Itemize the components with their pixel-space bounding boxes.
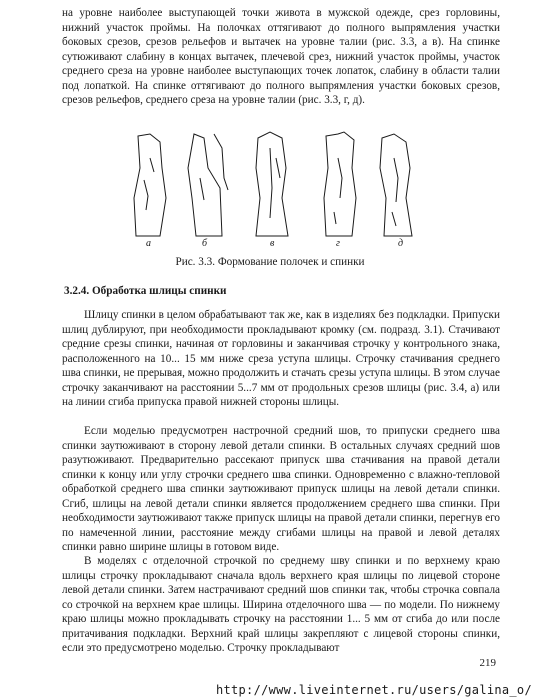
figure-caption: Рис. 3.3. Формование полочек и спинки	[175, 256, 365, 268]
paragraph-intro: на уровне наиболее выступающей точки живота в мужской одежде, срез горловины, нижний участок проймы. На полочках оттягивают до полного выпрямления участки боковых срезов, срезов рельефов и вытачек на уровне талии (рис. 3.3, а в). На спинке сутюживают слабину в концах вытачек, плечевой срез, нижний участок проймы, участок среднего среза на уровне наиболее выступающих точек лопаток, слабину в области талии под лопаткой. На спинке оттягивают до полного выпрямления участки боковых срезов, срезов рельефов, среднего среза на уровне талии (рис. 3.3, г, д).	[62, 7, 500, 106]
figure-label-c: в	[270, 238, 275, 249]
pattern-piece-b	[188, 134, 228, 236]
pattern-piece-e	[380, 134, 412, 236]
figure-label-a: а	[146, 238, 151, 249]
paragraph-slit: Шлицу спинки в целом обрабатывают так же, как в изделиях без подкладки. Припуски шлиц дублируют, при необходимости прокладывают кромку (см. подразд. 3.1). Стачивают средние срезы спинки, начиная от горловины и заканчивая строчку у контрольного знака, расположенного на 10... 15 мм ниже среза уступа шлицы. Строчку стачивания среднего шва спинки, не прерывая, можно продолжить и стачать срезы уступа шлицы. В этом случае строчку заканчивают на расстоянии 5...7 мм от продольных срезов шлицы (рис. 3.4, а) или на линии сгиба припуска правой нижней стороны шлицы.	[62, 309, 500, 408]
pattern-piece-c	[256, 132, 288, 236]
figure-pattern-pieces	[130, 128, 420, 256]
section-heading: 3.2.4. Обработка шлицы спинки	[64, 285, 227, 297]
pattern-piece-a	[134, 134, 166, 236]
paragraph-topstitch: В моделях с отделочной строчкой по среднему шву спинки и по верхнему краю шлицы строчку прокладывают сначала вдоль верхнего края шлицы по лицевой стороне левой детали спинки. Затем настрачивают средний шов спинки так, чтобы строчка совпала со строчкой на верхнем крае шлицы. Ширина отделочного шва — по модели. По нижнему краю шлицы можно прокладывать строчку на расстоянии 1... 5 мм от сгиба до или после притачивания подкладки. Верхний край шлицы закрепляют с лицевой стороны спинки, если это предусмотрено моделью. Строчку прокладывают	[62, 555, 500, 654]
figure-label-e: д	[398, 238, 404, 249]
paragraph-center-seam: Если моделью предусмотрен настрочной средний шов, то припуски среднего шва спинки заутюживают в сторону левой детали спинки. В остальных случаях средний шов разутюживают. Предварительно рассекают припуск шва стачивания на правой детали спинки к концу или углу строчки среднего шва спинки. Одновременно с влажно-тепловой обработкой среднего шва спинки заутюживают припуск шлицы на левой детали спинки. Сгиб, шлицы на левой детали спинки является продолжением среднего шва спинки. При необходимости заутюживают также припуск шлицы на правой детали спинки, перегнув его по намеченной линии, расстояние между сгибами шлицы на правой и левой деталях спинки равно ширине шлицы в готовом виде.	[62, 425, 500, 553]
figure-label-b: б	[202, 238, 208, 249]
footer-url[interactable]: http://www.liveinternet.ru/users/galina_o/	[215, 683, 532, 697]
page-number: 219	[479, 657, 496, 669]
pattern-piece-d	[324, 132, 356, 236]
figure-label-d: г	[336, 238, 340, 249]
